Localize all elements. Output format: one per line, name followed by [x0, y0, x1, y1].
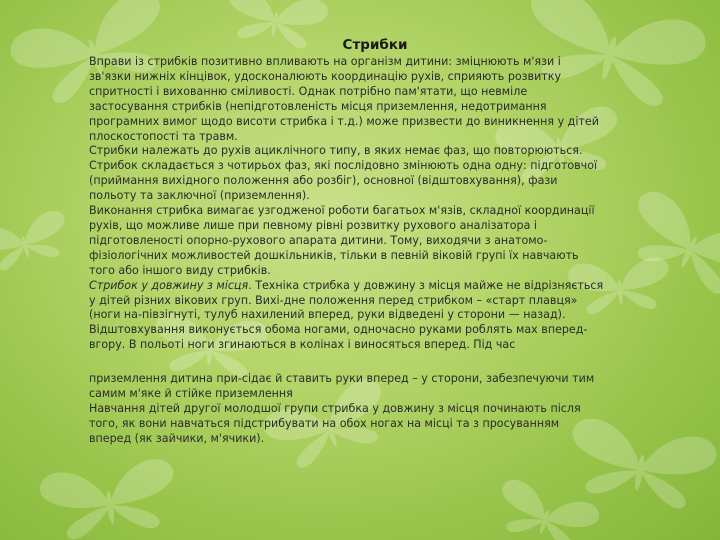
butterfly-icon — [490, 476, 602, 540]
butterfly-icon — [0, 208, 73, 275]
standing-jump-text: . Техніка стрибка у довжину з місця майже не відрізняється у дітей різних вікових груп. Вихі-дне положення перед стрибком – «старт плавця» (ноги на-півзігнуті, тулуб нахилений вперед, руки відведені у сторони — назад). Відштовхування виконується обома ногами, одночасно руками роблять мах вперед- вгору. В польоті ноги згинаються в колінах і виносяться вперед. Під час — [89, 278, 604, 352]
slide-title: Стрибки — [342, 37, 408, 53]
paragraph-coordination: Виконання стрибка вимагає узгодженої роботи багатьох м'язів, складної координації рухів, що можливе лише при певному рівні розвитку рухового аналізатора і підготовленості опорно-рухового апарата дитини. Тому, виходячи з анатомо- фізіологічних можливостей дошкільників, тільки в певній віковій групі їх навчають того або іншого виду стрибків. — [89, 204, 595, 277]
paragraph-phases: Стрибки належать до рухів ациклічного типу, в яких немає фаз, що повторюються. Стрибок складається з чотирьох фаз, які послідовно змінюють одна одну: підготовчої (приймання вихідного положення або розбіг), основної (відштовхування), фази польоту та заключної (приземлення). — [89, 144, 598, 203]
standing-jump-lead-in: Стрибок у довжину з місця — [89, 278, 249, 292]
paragraph-benefits: Вправи із стрибків позитивно впливають на організм дитини: зміцнюють м'язи і зв'язки нижніх кінцівок, удосконалюють координацію рухів, сприяють розвитку спритності і вихованню сміливості. Однак потрібно пам'ятати, що невміле застосування стрибків (непідготовленість місця приземлення, недотримання програмних вимог щодо висоти стрибка і т.д.) може призвести до виникнення у дітей плоскостопості та травм. — [89, 55, 599, 143]
butterfly-icon — [38, 457, 181, 540]
continuation-text: приземлення дитина при-сідає й ставить руки вперед – у сторони, забезпечуючи тим самим м'яке й стійке приземлення Навчання дітей другої молодшої групи стрибка у довжину з місця починають після того, як вони навчаться підстрибувати на обох ногах на місці та з просуванням вперед (як зайчики, м'ячики). — [89, 372, 595, 445]
slide-body — [89, 55, 637, 353]
